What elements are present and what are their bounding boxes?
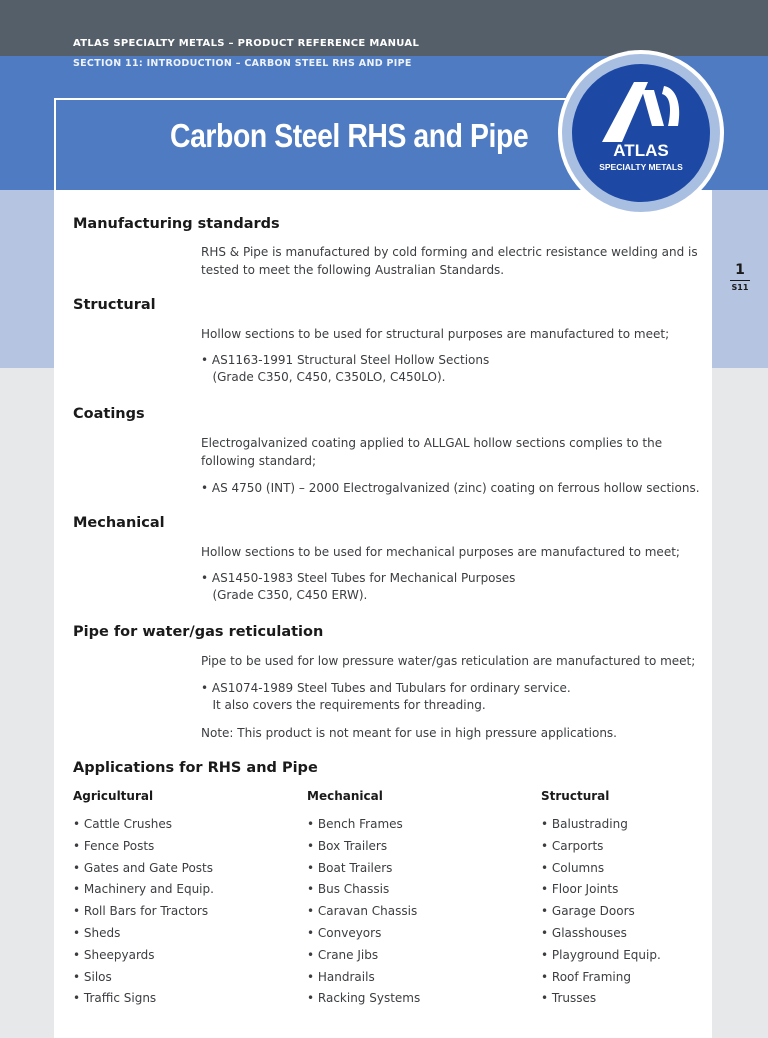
list-item: • Roof Framing bbox=[541, 969, 631, 984]
page-number-value: 1 bbox=[735, 262, 745, 278]
list-item: • Roll Bars for Tractors bbox=[73, 904, 209, 919]
page-number-rule bbox=[730, 280, 750, 281]
section-title: SECTION 11: INTRODUCTION – CARBON STEEL RHS AND PIPE bbox=[73, 58, 412, 69]
list-item: • Trusses bbox=[541, 991, 597, 1006]
structural-text: Hollow sections to be used for structural purposes are manufactured to meet; bbox=[201, 327, 670, 341]
list-item: • Bus Chassis bbox=[307, 882, 390, 897]
list-item: • Sheepyards bbox=[73, 947, 155, 962]
column-title-structural: Structural bbox=[541, 789, 610, 803]
column-title-agricultural: Agricultural bbox=[73, 789, 154, 803]
list-item: • Silos bbox=[73, 969, 112, 984]
manufacturing-text: RHS & Pipe is manufactured by cold forming and electric resistance welding and is tested to meet the following Australian Standards. bbox=[201, 245, 698, 277]
list-agricultural bbox=[73, 815, 214, 1011]
list-item: • Box Trailers bbox=[307, 838, 388, 853]
manual-title: ATLAS SPECIALTY METALS – PRODUCT REFERENCE MANUAL bbox=[73, 38, 420, 49]
atlas-logo-mark-icon bbox=[572, 64, 710, 202]
list-item: • Floor Joints bbox=[541, 882, 619, 897]
column-title-mechanical: Mechanical bbox=[307, 789, 383, 803]
list-item: • Fence Posts bbox=[73, 838, 155, 853]
pipe-standard: • AS1074-1989 Steel Tubes and Tubulars for ordinary service. It also covers the requirements for threading. bbox=[201, 681, 571, 712]
heading-applications: Applications for RHS and Pipe bbox=[73, 760, 318, 776]
coatings-standard: • AS 4750 (INT) – 2000 Electrogalvanized (zinc) coating on ferrous hollow sections. bbox=[201, 481, 700, 495]
list-item: • Gates and Gate Posts bbox=[73, 860, 214, 875]
pipe-text: Pipe to be used for low pressure water/gas reticulation are manufactured to meet; bbox=[201, 654, 696, 668]
list-item: • Traffic Signs bbox=[73, 991, 157, 1006]
coatings-text: Electrogalvanized coating applied to ALLGAL hollow sections complies to the following standard; bbox=[201, 436, 663, 468]
atlas-logo bbox=[572, 64, 710, 202]
list-item: • Glasshouses bbox=[541, 925, 627, 940]
list-item: • Sheds bbox=[73, 925, 121, 940]
list-item: • Crane Jibs bbox=[307, 947, 379, 962]
list-item: • Balustrading bbox=[541, 817, 628, 831]
list-item: • Machinery and Equip. bbox=[73, 882, 214, 897]
logo-word: ATLAS bbox=[613, 141, 669, 160]
list-item: • Boat Trailers bbox=[307, 860, 393, 875]
heading-manufacturing-standards: Manufacturing standards bbox=[73, 216, 280, 232]
page-number-section: S11 bbox=[731, 283, 749, 292]
mechanical-standard: • AS1450-1983 Steel Tubes for Mechanical Purposes (Grade C350, C450 ERW). bbox=[201, 571, 516, 602]
list-item: • Garage Doors bbox=[541, 904, 635, 919]
heading-structural: Structural bbox=[73, 297, 156, 313]
heading-coatings: Coatings bbox=[73, 406, 145, 422]
list-mechanical bbox=[307, 815, 420, 1011]
list-item: • Bench Frames bbox=[307, 817, 403, 831]
list-item: • Racking Systems bbox=[307, 991, 421, 1006]
mechanical-text: Hollow sections to be used for mechanical purposes are manufactured to meet; bbox=[201, 545, 680, 559]
pipe-note: Note: This product is not meant for use in high pressure applications. bbox=[201, 726, 617, 740]
heading-mechanical: Mechanical bbox=[73, 515, 165, 531]
list-item: • Handrails bbox=[307, 969, 375, 984]
list-item: • Carports bbox=[541, 838, 604, 853]
structural-standard: • AS1163-1991 Structural Steel Hollow Sections (Grade C350, C450, C350LO, C450LO). bbox=[201, 353, 490, 384]
list-item: • Caravan Chassis bbox=[307, 904, 418, 919]
page-title: Carbon Steel RHS and Pipe bbox=[170, 117, 529, 154]
list-item: • Cattle Crushes bbox=[73, 817, 172, 831]
list-item: • Columns bbox=[541, 860, 605, 875]
list-structural bbox=[541, 815, 661, 1011]
list-item: • Conveyors bbox=[307, 925, 382, 940]
logo-subtitle: SPECIALTY METALS bbox=[599, 162, 683, 172]
page-number bbox=[727, 262, 753, 292]
list-item: • Playground Equip. bbox=[541, 947, 661, 962]
heading-pipe-reticulation: Pipe for water/gas reticulation bbox=[73, 624, 324, 640]
